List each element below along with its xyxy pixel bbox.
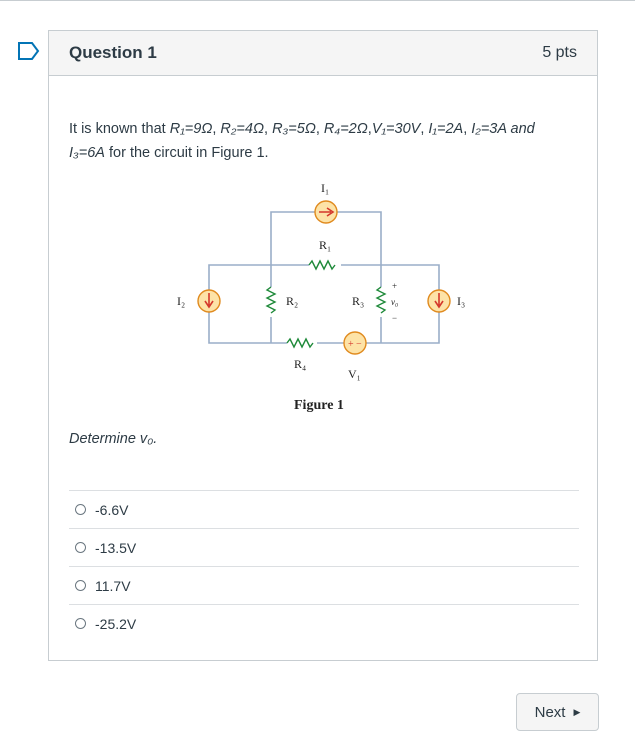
- label-i3: I₃: [457, 294, 466, 308]
- r1-value: R₁=9Ω: [169, 121, 213, 137]
- next-button[interactable]: [516, 693, 599, 731]
- question-card: [48, 30, 598, 661]
- radio-button[interactable]: [75, 542, 86, 553]
- intro-text: It is known that: [69, 121, 170, 137]
- answer-label: 11.7V: [95, 577, 131, 594]
- label-r2: R₂: [286, 294, 299, 308]
- label-r3: R₃: [352, 294, 365, 308]
- caret-right-icon: ▶: [573, 706, 581, 717]
- answer-label: -13.5V: [95, 539, 137, 556]
- tail-text: for the circuit in Figure 1.: [104, 145, 269, 161]
- radio-button[interactable]: [75, 618, 86, 629]
- circuit-figure: [167, 179, 467, 419]
- i3-value: I₃=6A: [69, 145, 105, 161]
- answer-option-3[interactable]: [69, 566, 579, 604]
- v1-minus: −: [356, 339, 362, 350]
- i1-source: [315, 201, 337, 223]
- radio-button[interactable]: [75, 504, 86, 515]
- question-points: 5 pts: [542, 44, 577, 61]
- question-text: It is known that R₁=9Ω, R₂=4Ω, R₃=5Ω, R₄=2Ω,V₁=30V, I₁=2A, I₂=3A and I₃=6A for the circuit in Figure 1.: [69, 121, 535, 161]
- label-i1: I₁: [321, 181, 330, 195]
- r3-value: R₃=5Ω: [272, 121, 316, 137]
- i2-value: I₂=3A: [471, 121, 507, 137]
- and-word: and: [506, 121, 535, 137]
- v0-minus: −: [392, 313, 398, 323]
- radio-button[interactable]: [75, 580, 86, 591]
- r4-value: R₄=2Ω: [323, 121, 368, 137]
- top-divider: [0, 0, 635, 1]
- r2-value: R₂=4Ω: [220, 121, 264, 137]
- answer-label: -6.6V: [95, 501, 129, 518]
- v0-plus: +: [392, 281, 398, 291]
- label-r1: R₁: [319, 238, 332, 252]
- bookmark-icon[interactable]: [18, 42, 40, 60]
- answer-option-2[interactable]: [69, 528, 579, 566]
- next-label: Next: [534, 703, 566, 721]
- answer-list: [69, 490, 579, 642]
- label-v1: V₁: [348, 367, 361, 381]
- figure-caption: Figure 1: [294, 398, 344, 413]
- i2-source: [198, 290, 220, 312]
- v1-value: V₁=30V: [371, 121, 421, 137]
- label-v0: v₀: [391, 297, 399, 307]
- i3-source: [428, 290, 450, 312]
- i1-value: I₁=2A: [428, 121, 464, 137]
- v1-plus: +: [348, 339, 354, 350]
- question-header: [49, 31, 597, 76]
- question-prompt: Determine v₀.: [69, 431, 158, 447]
- answer-label: -25.2V: [95, 615, 137, 632]
- question-title: Question 1: [69, 43, 157, 62]
- answer-option-1[interactable]: [69, 490, 579, 528]
- v1-source: [344, 332, 366, 354]
- answer-option-4[interactable]: [69, 604, 579, 642]
- label-i2: I₂: [177, 294, 186, 308]
- label-r4: R₄: [294, 357, 307, 371]
